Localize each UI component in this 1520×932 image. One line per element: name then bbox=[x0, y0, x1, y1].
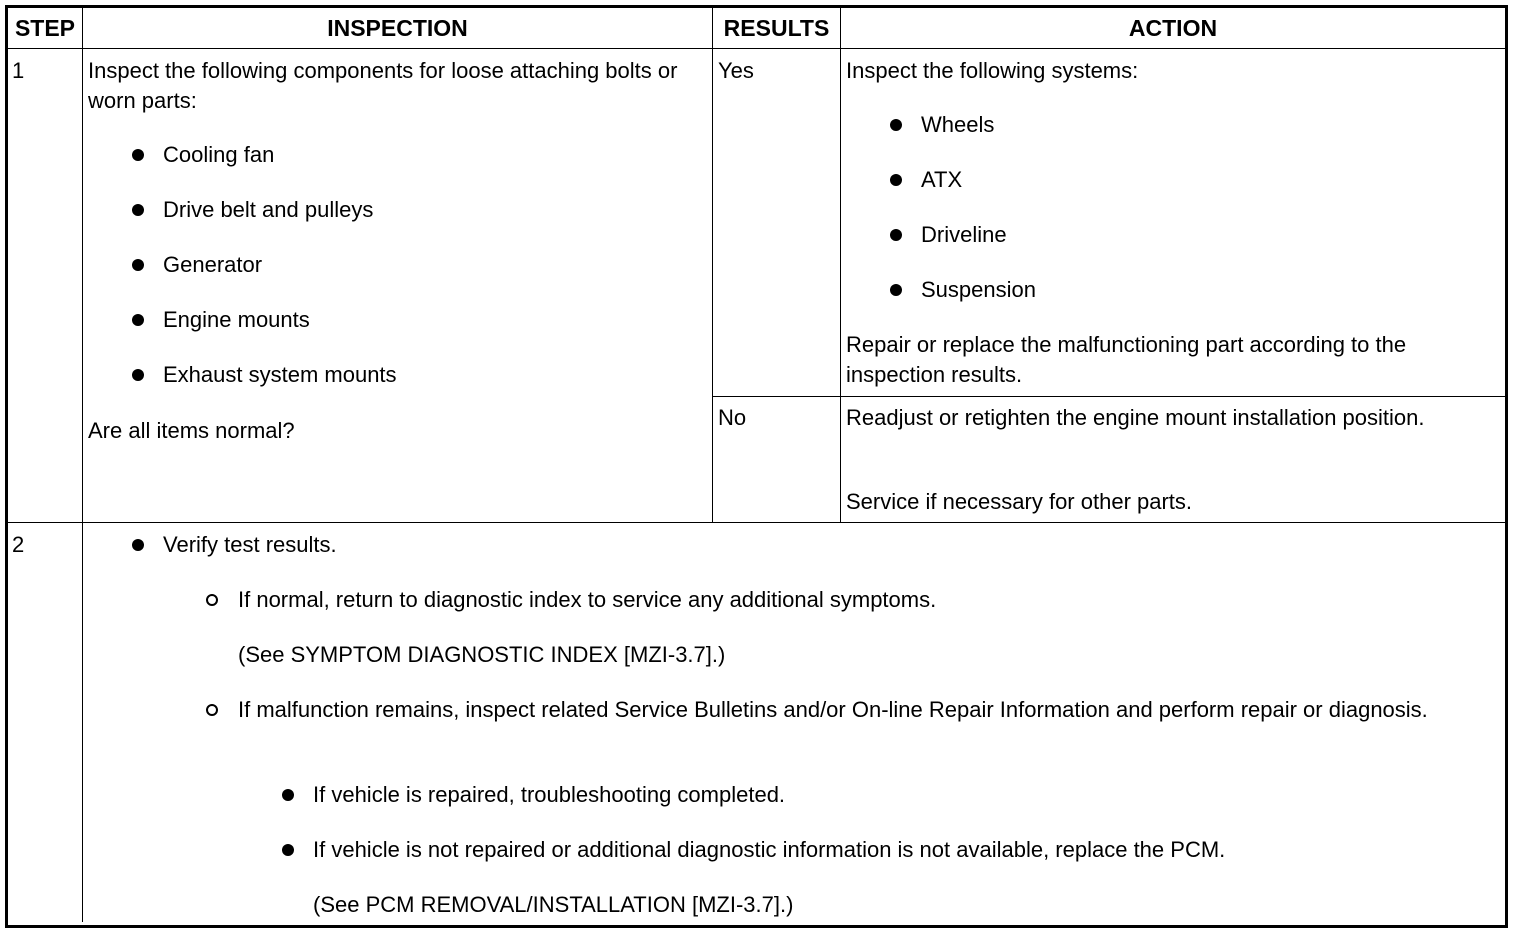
circle-bullet-icon bbox=[206, 704, 218, 716]
header-action: ACTION bbox=[1128, 15, 1218, 41]
header-inspection: INSPECTION bbox=[327, 15, 468, 41]
result-yes: Yes bbox=[718, 58, 754, 83]
bullet-icon bbox=[132, 539, 144, 551]
result-no: No bbox=[718, 405, 747, 430]
yes-no-divider bbox=[712, 396, 1505, 397]
inspection-item: Drive belt and pulleys bbox=[163, 197, 374, 222]
verify-text: Verify test results. bbox=[163, 532, 337, 557]
bullet-icon bbox=[890, 229, 902, 241]
header-divider bbox=[8, 48, 1505, 49]
repaired-text: If vehicle is repaired, troubleshooting completed. bbox=[313, 782, 786, 807]
circle-bullet-icon bbox=[206, 594, 218, 606]
action-item: Driveline bbox=[921, 222, 1007, 247]
step-divider bbox=[8, 522, 1505, 523]
inspection-intro: Inspect the following components for loose attaching bolts or worn parts: bbox=[88, 58, 678, 113]
col-divider-inspection bbox=[712, 8, 713, 522]
step-number: 2 bbox=[12, 532, 25, 557]
inspection-item: Exhaust system mounts bbox=[163, 362, 397, 387]
header-step: STEP bbox=[14, 15, 76, 41]
inspection-item: Cooling fan bbox=[163, 142, 275, 167]
action-item: ATX bbox=[921, 167, 963, 192]
header-results: RESULTS bbox=[723, 15, 830, 41]
col-divider-step bbox=[82, 8, 83, 922]
bullet-icon bbox=[890, 284, 902, 296]
normal-text: If normal, return to diagnostic index to service any additional symptoms. bbox=[238, 587, 937, 612]
normal-reference: (See SYMPTOM DIAGNOSTIC INDEX [MZI-3.7].) bbox=[238, 642, 726, 667]
step-number: 1 bbox=[12, 58, 25, 83]
action-yes-note: Repair or replace the malfunctioning part according to the inspection results. bbox=[846, 332, 1407, 387]
inspection-question: Are all items normal? bbox=[88, 418, 295, 443]
action-no-line1: Readjust or retighten the engine mount installation position. bbox=[846, 405, 1425, 430]
bullet-icon bbox=[890, 174, 902, 186]
bullet-icon bbox=[282, 844, 294, 856]
bullet-icon bbox=[132, 369, 144, 381]
col-divider-results bbox=[840, 8, 841, 522]
not-repaired-text: If vehicle is not repaired or additional diagnostic information is not available, replace the PCM. bbox=[313, 837, 1226, 862]
action-item: Wheels bbox=[921, 112, 995, 137]
action-yes-intro: Inspect the following systems: bbox=[846, 58, 1139, 83]
bullet-icon bbox=[890, 119, 902, 131]
bullet-icon bbox=[132, 259, 144, 271]
action-item: Suspension bbox=[921, 277, 1036, 302]
inspection-item: Engine mounts bbox=[163, 307, 310, 332]
remains-text: If malfunction remains, inspect related Service Bulletins and/or On-line Repair Information and perform repair or diagnosis. bbox=[238, 697, 1428, 722]
bullet-icon bbox=[132, 149, 144, 161]
bullet-icon bbox=[132, 314, 144, 326]
inspection-item: Generator bbox=[163, 252, 263, 277]
action-no-line2: Service if necessary for other parts. bbox=[846, 489, 1193, 514]
bullet-icon bbox=[132, 204, 144, 216]
pcm-reference: (See PCM REMOVAL/INSTALLATION [MZI-3.7].) bbox=[313, 892, 794, 917]
bullet-icon bbox=[282, 789, 294, 801]
